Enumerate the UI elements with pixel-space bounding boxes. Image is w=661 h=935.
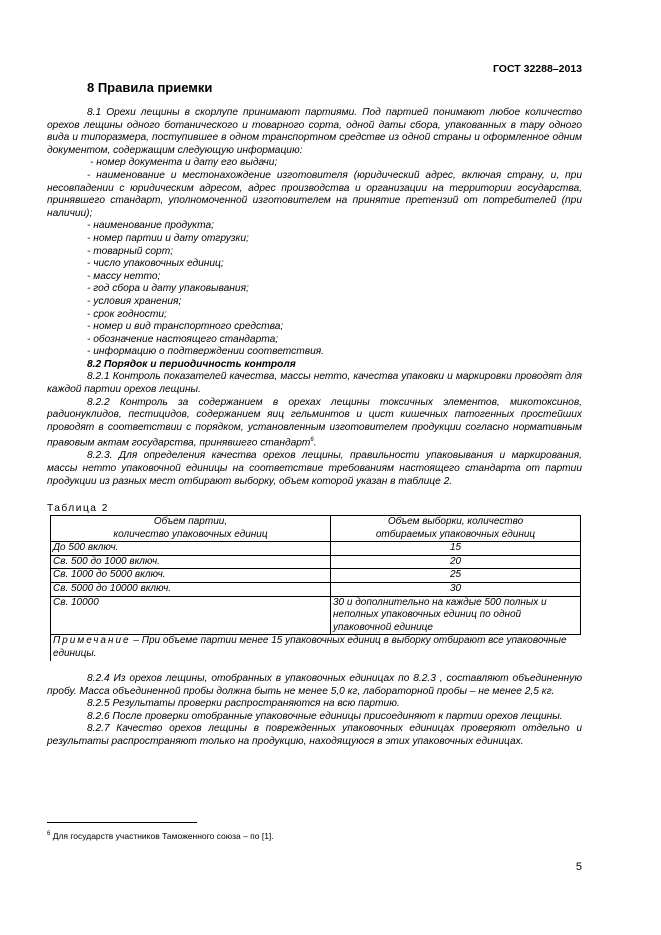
- paragraph-8-2-3: 8.2.3. Для определения качества орехов лещины, правильности упаковывания и маркирования, массы нетто упаковочной единицы на соответствие требованиям настоящего стандарта от партии продукции из разных мест отбирают выборку, объем которой указан в таблице 2.: [47, 450, 582, 487]
- section-body: [47, 107, 582, 488]
- footnote-mark: 6: [47, 831, 51, 838]
- paragraph-8-2-4: 8.2.4 Из орехов лещины, отобранных в упаковочных единицах по 8.2.3 , составляют объединенную пробу. Масса объединенной пробы должна быть не менее 5,0 кг, лабораторной пробы – не менее 2,5 кг.: [47, 673, 582, 697]
- info-list: [47, 220, 582, 359]
- table-caption: Таблица 2: [47, 503, 109, 514]
- table-note-row: [51, 635, 581, 661]
- list-item: - массу нетто;: [87, 270, 161, 282]
- paragraph-8-2-2-text: 8.2.2 Контроль за содержанием в орехах лещины токсичных элементов, микотоксинов, радионуклидов, пестицидов, содержанием яиц гельминтов и цист кишечных патогенных простейших проводят в соответствии с порядком, установленным изготовителем продукции согласно нормативным правовым актам государства, принявшего стандарт: [47, 396, 582, 449]
- lot-size-cell: Св. 1000 до 5000 включ.: [51, 569, 331, 583]
- note-text: – При объеме партии менее 15 упаковочных единиц в выборку отбирают все упаковочные единицы.: [53, 635, 567, 659]
- list-item: - число упаковочных единиц;: [87, 258, 224, 270]
- page-number: 5: [575, 861, 582, 873]
- sample-size-cell: 20: [331, 555, 581, 569]
- table-row: [51, 582, 581, 596]
- footnote: [47, 831, 274, 841]
- list-item: - наименование и местонахождение изготовителя (юридический адрес, включая страну, и, при несовпадении с юридическим адресом, адрес производства и организации на территории государства, принявшего стандарт, уполномоченной изготовителем на принятие претензий от потребителей (при наличии);: [47, 169, 582, 219]
- list-item: - товарный сорт;: [87, 245, 174, 257]
- list-item: - номер и вид транспортного средства;: [87, 321, 284, 333]
- table-row: [51, 542, 581, 556]
- table-note: [51, 635, 581, 661]
- list-item: - год сбора и дату упаковывания;: [87, 283, 249, 295]
- sample-size-table: [50, 515, 581, 661]
- subsection-title: 8.2 Порядок и периодичность контроля: [87, 358, 296, 370]
- header-sample-size: Объем выборки, количество отбираемых упаковочных единиц: [331, 516, 581, 542]
- paragraph-8-2-1: 8.2.1 Контроль показателей качества, массы нетто, качества упаковки и маркировки проводят для каждой партии орехов лещины.: [47, 371, 582, 396]
- section-body-continued: [47, 673, 582, 749]
- sample-size-cell: 25: [331, 569, 581, 583]
- note-label: Примечание: [53, 635, 131, 647]
- paragraph-8-2-2: 8.2.2 Контроль за содержанием в орехах лещины токсичных элементов, микотоксинов, радионуклидов, пестицидов, содержанием яиц гельминтов и цист кишечных патогенных простейших проводят в соответствии с порядком, установленным изготовителем продукции согласно нормативным правовым актам государства, принявшего стандарт$^6$.: [47, 396, 582, 449]
- table-header-row: [51, 516, 581, 542]
- lot-size-cell: До 500 включ.: [51, 542, 331, 556]
- list-item: - срок годности;: [87, 308, 167, 320]
- section-title: 8 Правила приемки: [87, 80, 213, 95]
- paragraph-8-2-6: 8.2.6 После проверки отобранные упаковочные единицы присоединяют к партии орехов лещины.: [87, 710, 563, 722]
- footnote-ref: 6: [310, 437, 314, 444]
- header-lot-size: Объем партии, количество упаковочных единиц: [51, 516, 331, 542]
- table-row: [51, 555, 581, 569]
- table-row: [51, 596, 581, 635]
- paragraph-8-1: 8.1 Орехи лещины в скорлупе принимают партиями. Под партией понимают любое количество орехов лещины одного ботанического и товарного сорта, одной даты сбора, упакованных в тару одного вида и типоразмера, поступившее в одном транспортном средстве из одной страны и оформленное одним документом, содержащим следующую информацию:: [47, 107, 582, 156]
- footnote-divider: [47, 822, 197, 823]
- document-code: ГОСТ 32288–2013: [492, 63, 582, 75]
- list-item: - номер партии и дату отгрузки;: [87, 232, 249, 244]
- list-item: - условия хранения;: [87, 295, 182, 307]
- table-row: [51, 569, 581, 583]
- lot-size-cell: Св. 500 до 1000 включ.: [51, 555, 331, 569]
- lot-size-cell: Св. 10000: [51, 596, 331, 635]
- sample-size-cell: 15: [331, 542, 581, 556]
- list-item: - наименование продукта;: [87, 220, 214, 232]
- list-item: - информацию о подтверждении соответствия.: [87, 346, 325, 358]
- list-item: - обозначение настоящего стандарта;: [87, 333, 279, 345]
- sample-size-cell: 30 и дополнительно на каждые 500 полных и неполных упаковочных единиц по одной упаковочной единице: [331, 596, 581, 635]
- paragraph-8-2-7: 8.2.7 Качество орехов лещины в поврежденных упаковочных единицах проверяют отдельно и результаты распространяют только на продукцию, находящуюся в этих упаковочных единицах.: [47, 723, 582, 747]
- lot-size-cell: Св. 5000 до 10000 включ.: [51, 582, 331, 596]
- paragraph-8-2-5: 8.2.5 Результаты проверки распространяются на всю партию.: [87, 698, 400, 710]
- sample-size-cell: 30: [331, 582, 581, 596]
- list-item: - номер документа и дату его выдачи;: [90, 157, 278, 169]
- footnote-text: Для государств участников Таможенного союза – по [1].: [50, 831, 274, 841]
